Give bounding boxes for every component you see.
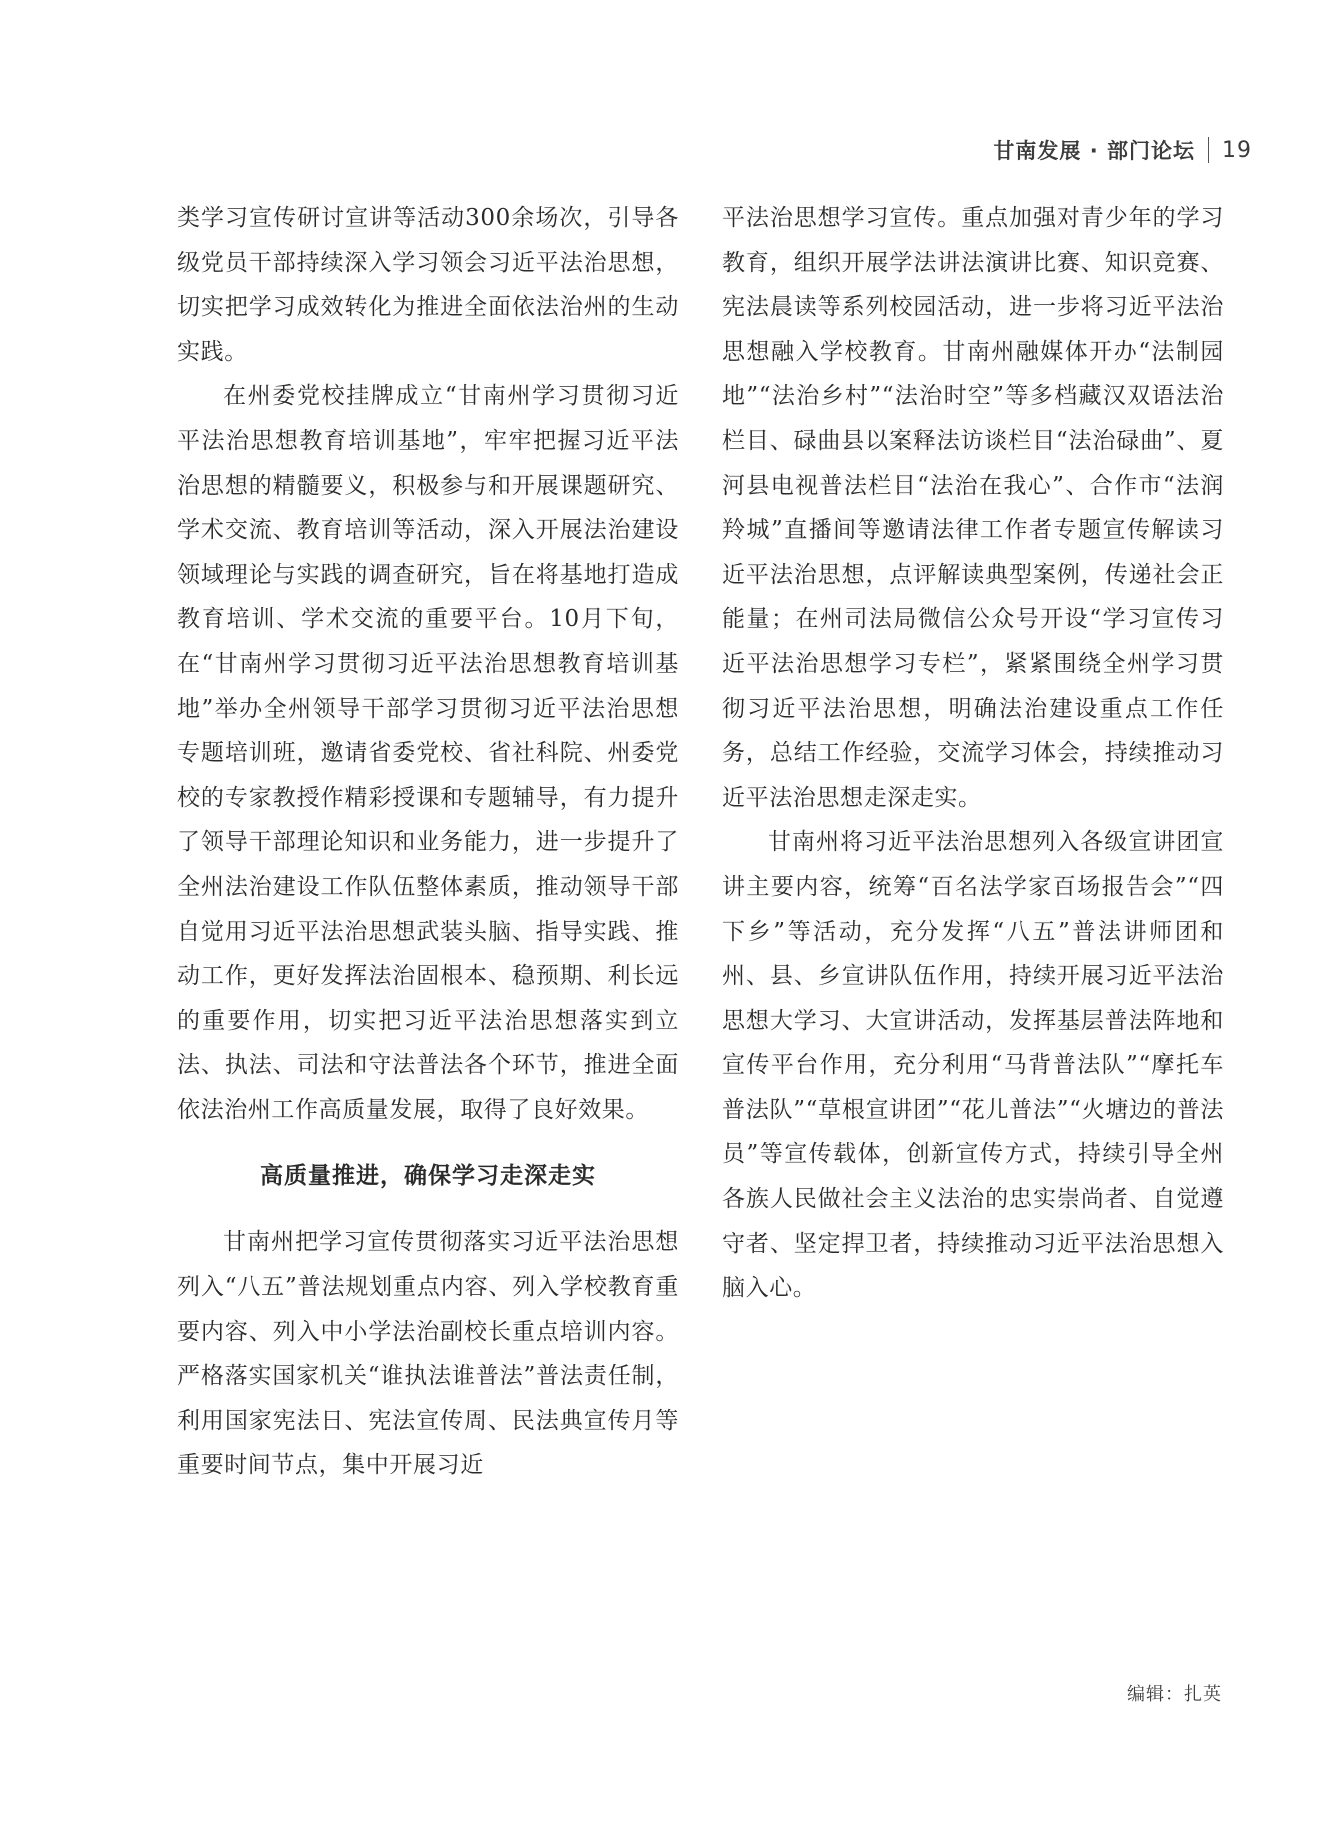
right-paragraph-lecture-team: 甘南州将习近平法治思想列入各级宣讲团宣讲主要内容，统筹“百名法学家百场报告会”“四下乡”等活动，充分发挥“八五”普法讲师团和州、县、乡宣讲队伍作用，持续开展习近平法治思想大学习、大宣讲活动，发挥基层普法阵地和宣传平台作用，充分利用“马背普法队”“摩托车普法队”“草根宣讲团”“花儿普法”“火塘边的普法员”等宣传载体，创新宣传方式，持续引导全州各族人民做社会主义法治的忠实崇尚者、自觉遵守者、坚定捍卫者，持续推动习近平法治思想入脑入心。	[722, 829, 1224, 1302]
editor-credit: 编辑：扎英	[1127, 1684, 1222, 1705]
right-paragraph-continued: 平法治思想学习宣传。重点加强对青少年的学习教育，组织开展学法讲法演讲比赛、知识竞赛、宪法晨读等系列校园活动，进一步将习近平法治思想融入学校教育。甘南州融媒体开办“法制园地”“法治乡村”“法治时空”等多档藏汉双语法治栏目、碌曲县以案释法访谈栏目“法治碌曲”、夏河县电视普法栏目“法治在我心”、合作市“法润羚城”直播间等邀请法律工作者专题宣传解读习近平法治思想，点评解读典型案例，传递社会正能量；在州司法局微信公众号开设“学习宣传习近平法治思想学习专栏”，紧紧围绕全州学习贯彻习近平法治思想，明确法治建设重点工作任务，总结工作经验，交流学习体会，持续推动习近平法治思想走深走实。	[722, 205, 1224, 811]
left-paragraph-training-base: 在州委党校挂牌成立“甘南州学习贯彻习近平法治思想教育培训基地”，牢牢把握习近平法治思想的精髓要义，积极参与和开展课题研究、学术交流、教育培训等活动，深入开展法治建设领域理论与实践的调查研究，旨在将基地打造成教育培训、学术交流的重要平台。10月下旬，在“甘南州学习贯彻习近平法治思想教育培训基地”举办全州领导干部学习贯彻习近平法治思想专题培训班，邀请省委党校、省社科院、州委党校的专家教授作精彩授课和专题辅导，有力提升了领导干部理论知识和业务能力，进一步提升了全州法治建设工作队伍整体素质，推动领导干部自觉用习近平法治思想武装头脑、指导实践、推动工作，更好发挥法治固根本、稳预期、利长远的重要作用，切实把习近平法治思想落实到立法、执法、司法和守法普法各个环节，推进全面依法治州工作高质量发展，取得了良好效果。	[177, 383, 679, 1123]
left-paragraph-continued: 类学习宣传研讨宣讲等活动300余场次，引导各级党员干部持续深入学习领会习近平法治思想，切实把学习成效转化为推进全面依法治州的生动实践。	[177, 205, 679, 365]
page-number: 19	[1222, 137, 1252, 163]
header-divider	[1208, 137, 1209, 163]
running-header	[993, 134, 1252, 166]
left-paragraph-publicity: 甘南州把学习宣传贯彻落实习近平法治思想列入“八五”普法规划重点内容、列入学校教育重要内容、列入中小学法治副校长重点培训内容。严格落实国家机关“谁执法谁普法”普法责任制，利用国家宪法日、宪法宣传周、民法典宣传月等重要时间节点，集中开展习近	[177, 1229, 679, 1479]
left-column	[177, 196, 679, 1488]
section-title: 甘南发展 · 部门论坛	[993, 139, 1195, 163]
right-column	[722, 196, 1224, 1311]
section-heading: 高质量推进，确保学习走深走实	[260, 1163, 596, 1190]
